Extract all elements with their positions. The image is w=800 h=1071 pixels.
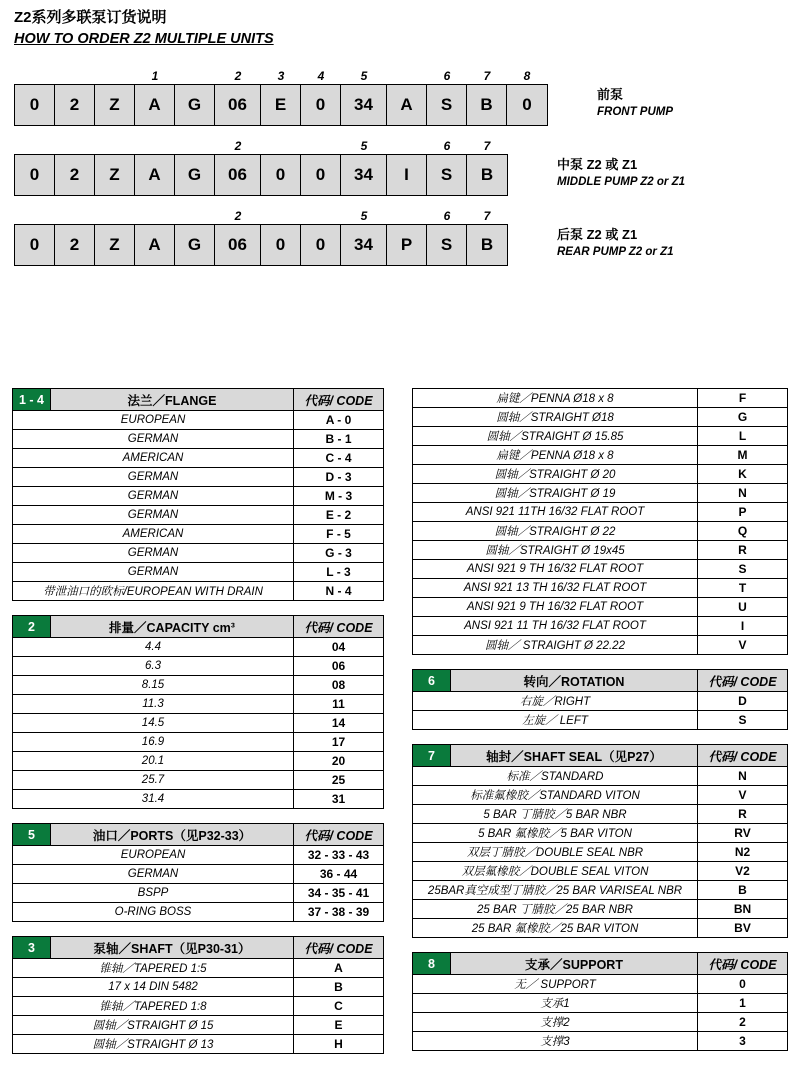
row-description: 标准／STANDARD	[413, 767, 698, 786]
code-cell[interactable]: P	[387, 225, 427, 265]
table-title-shaft: 泵轴／SHAFT（见P30-31）	[51, 937, 294, 959]
table-row	[13, 544, 384, 563]
table-row	[13, 582, 384, 601]
position-number: 4	[317, 69, 325, 83]
table-row	[413, 824, 788, 843]
row-description: GERMAN	[13, 544, 294, 563]
row-description: 16.9	[13, 733, 294, 752]
code-cell[interactable]: 34	[341, 155, 387, 195]
code-boxes	[14, 154, 508, 196]
row-description: BSPP	[13, 884, 294, 903]
position-number: 8	[523, 69, 531, 83]
position-number: 2	[234, 139, 242, 153]
table-row	[13, 506, 384, 525]
row-code: E	[294, 1016, 384, 1035]
row-code: P	[698, 503, 788, 522]
table-flange	[12, 388, 384, 601]
row-description: 6.3	[13, 657, 294, 676]
position-number: 2	[234, 209, 242, 223]
table-title-capacity: 排量／CAPACITY cm³	[51, 616, 294, 638]
row-code: U	[698, 598, 788, 617]
table-row	[13, 487, 384, 506]
code-cell[interactable]: S	[427, 225, 467, 265]
code-boxes	[14, 224, 508, 266]
row-description: 11.3	[13, 695, 294, 714]
code-cell[interactable]: 06	[215, 85, 261, 125]
table-row	[13, 638, 384, 657]
table-code-header-ports: 代码/ CODE	[294, 824, 384, 846]
row-code: B	[698, 881, 788, 900]
table-row	[413, 843, 788, 862]
position-number: 1	[151, 69, 159, 83]
right-column	[412, 388, 788, 1065]
row-description: 标准氟橡胶／STANDARD VITON	[413, 786, 698, 805]
table-row	[413, 408, 788, 427]
row-description: 圆轴／STRAIGHT Ø 20	[413, 465, 698, 484]
row-code: E - 2	[294, 506, 384, 525]
row-code: 11	[294, 695, 384, 714]
code-cell[interactable]: 06	[215, 225, 261, 265]
table-row	[13, 563, 384, 582]
code-cell[interactable]: 2	[55, 85, 95, 125]
position-number: 7	[483, 69, 491, 83]
code-cell[interactable]: S	[427, 155, 467, 195]
row-code: N	[698, 484, 788, 503]
row-code: A - 0	[294, 411, 384, 430]
table-row	[13, 959, 384, 978]
row-code: 0	[698, 975, 788, 994]
row-code: BV	[698, 919, 788, 938]
row-code: I	[698, 617, 788, 636]
row-label-en: MIDDLE PUMP Z2 or Z1	[557, 176, 685, 188]
row-description: ANSI 921 9 TH 16/32 FLAT ROOT	[413, 560, 698, 579]
row-description: 右旋／RIGHT	[413, 692, 698, 711]
table-row	[413, 919, 788, 938]
row-label-en: FRONT PUMP	[597, 106, 674, 118]
row-description: 支承1	[413, 994, 698, 1013]
position-number: 7	[483, 209, 491, 223]
row-description: 4.4	[13, 638, 294, 657]
row-code: B	[294, 978, 384, 997]
table-row	[413, 881, 788, 900]
row-description: 扁键／PENNA Ø18 x 8	[413, 446, 698, 465]
code-cell[interactable]: 2	[55, 225, 95, 265]
table-capacity	[12, 615, 384, 809]
row-description: 扁键／PENNA Ø18 x 8	[413, 389, 698, 408]
code-cell[interactable]: A	[135, 85, 175, 125]
row-code: 17	[294, 733, 384, 752]
row-description: GERMAN	[13, 430, 294, 449]
table-shaft-continued	[412, 388, 788, 655]
table-row	[13, 1035, 384, 1054]
table-row	[413, 805, 788, 824]
position-number: 7	[483, 139, 491, 153]
table-row	[413, 1013, 788, 1032]
row-label-en: REAR PUMP Z2 or Z1	[557, 246, 674, 258]
page-title-en: HOW TO ORDER Z2 MULTIPLE UNITS	[14, 31, 274, 47]
row-description: 31.4	[13, 790, 294, 809]
row-description: 带泄油口的欧标/EUROPEAN WITH DRAIN	[13, 582, 294, 601]
row-code: D - 3	[294, 468, 384, 487]
row-code: K	[698, 465, 788, 484]
table-row	[413, 1032, 788, 1051]
row-code: C - 4	[294, 449, 384, 468]
table-title-seal: 轴封／SHAFT SEAL（见P27）	[451, 745, 698, 767]
code-boxes	[14, 84, 548, 126]
row-code: 31	[294, 790, 384, 809]
table-row	[13, 978, 384, 997]
table-row	[413, 862, 788, 881]
table-row	[13, 733, 384, 752]
row-code: RV	[698, 824, 788, 843]
row-code: 20	[294, 752, 384, 771]
row-description: 圆轴／STRAIGHT Ø 22	[413, 522, 698, 541]
row-description: 圆轴／STRAIGHT Ø 13	[13, 1035, 294, 1054]
row-description: GERMAN	[13, 468, 294, 487]
code-cell[interactable]: E	[261, 85, 301, 125]
row-code: 37 - 38 - 39	[294, 903, 384, 922]
row-code: L	[698, 427, 788, 446]
row-code: N	[698, 767, 788, 786]
position-number: 3	[277, 69, 285, 83]
code-cell[interactable]: Z	[95, 85, 135, 125]
table-row	[13, 884, 384, 903]
code-cell[interactable]: A	[387, 85, 427, 125]
code-cell[interactable]: 34	[341, 85, 387, 125]
row-code: F - 5	[294, 525, 384, 544]
page-title-cn: Z2系列多联泵订货说明	[14, 9, 167, 26]
row-code: A	[294, 959, 384, 978]
row-description: 20.1	[13, 752, 294, 771]
row-description: GERMAN	[13, 865, 294, 884]
table-row	[413, 786, 788, 805]
row-description: 圆轴／STRAIGHT Ø 19x45	[413, 541, 698, 560]
table-code-header-seal: 代码/ CODE	[698, 745, 788, 767]
code-cell[interactable]: A	[135, 155, 175, 195]
table-row	[413, 598, 788, 617]
table-row	[13, 676, 384, 695]
row-code: Q	[698, 522, 788, 541]
row-code: BN	[698, 900, 788, 919]
table-row	[413, 560, 788, 579]
section-number-support: 8	[413, 953, 451, 975]
row-description: 圆轴／STRAIGHT Ø 19	[413, 484, 698, 503]
row-code: 36 - 44	[294, 865, 384, 884]
row-code: R	[698, 541, 788, 560]
code-cell[interactable]: G	[175, 85, 215, 125]
row-description: 14.5	[13, 714, 294, 733]
table-row	[413, 692, 788, 711]
row-code: M - 3	[294, 487, 384, 506]
row-code: B - 1	[294, 430, 384, 449]
position-number: 6	[443, 139, 451, 153]
section-number-flange: 1 - 4	[13, 389, 51, 411]
row-description: 8.15	[13, 676, 294, 695]
table-row	[413, 579, 788, 598]
table-row	[13, 468, 384, 487]
code-cell[interactable]: 0	[507, 85, 547, 125]
row-description: 无／ SUPPORT	[413, 975, 698, 994]
section-number-ports: 5	[13, 824, 51, 846]
table-code-header-capacity: 代码/ CODE	[294, 616, 384, 638]
code-cell[interactable]: 0	[15, 225, 55, 265]
code-cell[interactable]: Z	[95, 155, 135, 195]
row-description: 圆轴／STRAIGHT Ø18	[413, 408, 698, 427]
table-row	[13, 1016, 384, 1035]
row-code: V	[698, 786, 788, 805]
table-title-support: 支承／SUPPORT	[451, 953, 698, 975]
row-description: EUROPEAN	[13, 411, 294, 430]
table-row	[413, 711, 788, 730]
row-description: 圆轴／ STRAIGHT Ø 22.22	[413, 636, 698, 655]
row-code: 25	[294, 771, 384, 790]
row-code: 34 - 35 - 41	[294, 884, 384, 903]
row-description: GERMAN	[13, 487, 294, 506]
table-row	[13, 846, 384, 865]
row-description: GERMAN	[13, 563, 294, 582]
table-row	[413, 975, 788, 994]
table-code-header-shaft: 代码/ CODE	[294, 937, 384, 959]
table-code-header-flange: 代码/ CODE	[294, 389, 384, 411]
row-code: D	[698, 692, 788, 711]
code-cell[interactable]: A	[135, 225, 175, 265]
row-description: 锥轴／TAPERED 1:8	[13, 997, 294, 1016]
row-description: 25.7	[13, 771, 294, 790]
code-cell[interactable]: S	[427, 85, 467, 125]
table-row	[13, 714, 384, 733]
row-code: G - 3	[294, 544, 384, 563]
table-ports	[12, 823, 384, 922]
code-cell[interactable]: G	[175, 155, 215, 195]
table-shaft	[12, 936, 384, 1054]
table-row	[13, 657, 384, 676]
code-cell[interactable]: 0	[261, 155, 301, 195]
table-row	[413, 522, 788, 541]
row-code: C	[294, 997, 384, 1016]
row-code: 06	[294, 657, 384, 676]
row-description: O-RING BOSS	[13, 903, 294, 922]
row-code: F	[698, 389, 788, 408]
row-description: 支撑3	[413, 1032, 698, 1051]
row-code: S	[698, 560, 788, 579]
section-number-rotation: 6	[413, 670, 451, 692]
table-row	[413, 617, 788, 636]
row-code: 2	[698, 1013, 788, 1032]
code-cell[interactable]: B	[467, 85, 507, 125]
table-row	[13, 997, 384, 1016]
table-row	[13, 903, 384, 922]
row-description: ANSI 921 11 TH 16/32 FLAT ROOT	[413, 617, 698, 636]
position-number: 6	[443, 209, 451, 223]
code-cell[interactable]: B	[467, 155, 507, 195]
row-code: R	[698, 805, 788, 824]
table-row	[413, 636, 788, 655]
table-row	[13, 752, 384, 771]
row-description: 支撑2	[413, 1013, 698, 1032]
row-description: 锥轴／TAPERED 1:5	[13, 959, 294, 978]
table-row	[413, 503, 788, 522]
table-row	[413, 900, 788, 919]
row-description: 25BAR真空成型丁腈胶／25 BAR VARISEAL NBR	[413, 881, 698, 900]
row-description: GERMAN	[13, 506, 294, 525]
code-row-front-pump	[0, 69, 800, 127]
page-header	[0, 0, 800, 49]
code-cell[interactable]: 34	[341, 225, 387, 265]
table-title-flange: 法兰／FLANGE	[51, 389, 294, 411]
row-code: V	[698, 636, 788, 655]
row-description: 左旋／ LEFT	[413, 711, 698, 730]
table-code-header-rotation: 代码/ CODE	[698, 670, 788, 692]
row-description: 25 BAR 氟橡胶／25 BAR VITON	[413, 919, 698, 938]
code-row-middle-pump	[0, 139, 800, 197]
code-cell[interactable]: 06	[215, 155, 261, 195]
code-cell[interactable]: 0	[15, 155, 55, 195]
row-description: ANSI 921 9 TH 16/32 FLAT ROOT	[413, 598, 698, 617]
code-cell[interactable]: 0	[15, 85, 55, 125]
row-code: 08	[294, 676, 384, 695]
table-title-ports: 油口／PORTS（见P32-33）	[51, 824, 294, 846]
code-rows	[0, 69, 800, 267]
table-row	[413, 767, 788, 786]
row-code: 04	[294, 638, 384, 657]
position-numbers	[0, 69, 800, 84]
row-description: ANSI 921 13 TH 16/32 FLAT ROOT	[413, 579, 698, 598]
row-description: AMERICAN	[13, 449, 294, 468]
table-row	[413, 541, 788, 560]
code-cell[interactable]: 2	[55, 155, 95, 195]
row-code: 14	[294, 714, 384, 733]
row-code: N2	[698, 843, 788, 862]
code-cell[interactable]: I	[387, 155, 427, 195]
position-number: 5	[360, 139, 368, 153]
table-support	[412, 952, 788, 1051]
code-cell[interactable]: 0	[301, 85, 341, 125]
row-description: 双层氟橡胶／DOUBLE SEAL VITON	[413, 862, 698, 881]
table-row	[13, 411, 384, 430]
row-description: EUROPEAN	[13, 846, 294, 865]
code-cell[interactable]: 0	[301, 155, 341, 195]
row-label-cn: 前泵	[597, 87, 624, 102]
table-row	[413, 465, 788, 484]
row-description: 25 BAR 丁腈胶／25 BAR NBR	[413, 900, 698, 919]
position-number: 2	[234, 69, 242, 83]
code-row-rear-pump	[0, 209, 800, 267]
table-row	[13, 865, 384, 884]
row-code: T	[698, 579, 788, 598]
table-row	[13, 695, 384, 714]
code-cell[interactable]: 0	[261, 225, 301, 265]
table-shaft-seal	[412, 744, 788, 938]
row-label-cn: 后泵 Z2 或 Z1	[557, 227, 638, 242]
table-row	[13, 525, 384, 544]
code-cell[interactable]: G	[175, 225, 215, 265]
table-code-header-support: 代码/ CODE	[698, 953, 788, 975]
position-number: 5	[360, 69, 368, 83]
row-description: 圆轴／STRAIGHT Ø 15	[13, 1016, 294, 1035]
row-code: G	[698, 408, 788, 427]
table-title-rotation: 转向／ROTATION	[451, 670, 698, 692]
table-row	[413, 484, 788, 503]
table-rotation	[412, 669, 788, 730]
row-code: 1	[698, 994, 788, 1013]
row-description: 17 x 14 DIN 5482	[13, 978, 294, 997]
position-number: 5	[360, 209, 368, 223]
section-number-capacity: 2	[13, 616, 51, 638]
row-code: L - 3	[294, 563, 384, 582]
position-numbers	[0, 209, 800, 224]
table-row	[413, 389, 788, 408]
position-number: 6	[443, 69, 451, 83]
left-column	[12, 388, 384, 1068]
row-code: 3	[698, 1032, 788, 1051]
code-cell[interactable]: B	[467, 225, 507, 265]
row-code: M	[698, 446, 788, 465]
row-code: V2	[698, 862, 788, 881]
row-code: S	[698, 711, 788, 730]
table-row	[13, 790, 384, 809]
row-description: 圆轴／STRAIGHT Ø 15.85	[413, 427, 698, 446]
table-row	[13, 771, 384, 790]
table-row	[13, 449, 384, 468]
table-row	[13, 430, 384, 449]
table-row	[413, 994, 788, 1013]
row-code: N - 4	[294, 582, 384, 601]
row-description: 双层丁腈胶／DOUBLE SEAL NBR	[413, 843, 698, 862]
code-cell[interactable]: 0	[301, 225, 341, 265]
row-label-cn: 中泵 Z2 或 Z1	[557, 157, 638, 172]
code-cell[interactable]: Z	[95, 225, 135, 265]
row-code: H	[294, 1035, 384, 1054]
table-row	[413, 446, 788, 465]
section-number-seal: 7	[413, 745, 451, 767]
row-description: ANSI 921 11TH 16/32 FLAT ROOT	[413, 503, 698, 522]
row-description: AMERICAN	[13, 525, 294, 544]
row-description: 5 BAR 丁腈胶／5 BAR NBR	[413, 805, 698, 824]
row-code: 32 - 33 - 43	[294, 846, 384, 865]
row-description: 5 BAR 氟橡胶／5 BAR VITON	[413, 824, 698, 843]
position-numbers	[0, 139, 800, 154]
section-number-shaft: 3	[13, 937, 51, 959]
table-row	[413, 427, 788, 446]
